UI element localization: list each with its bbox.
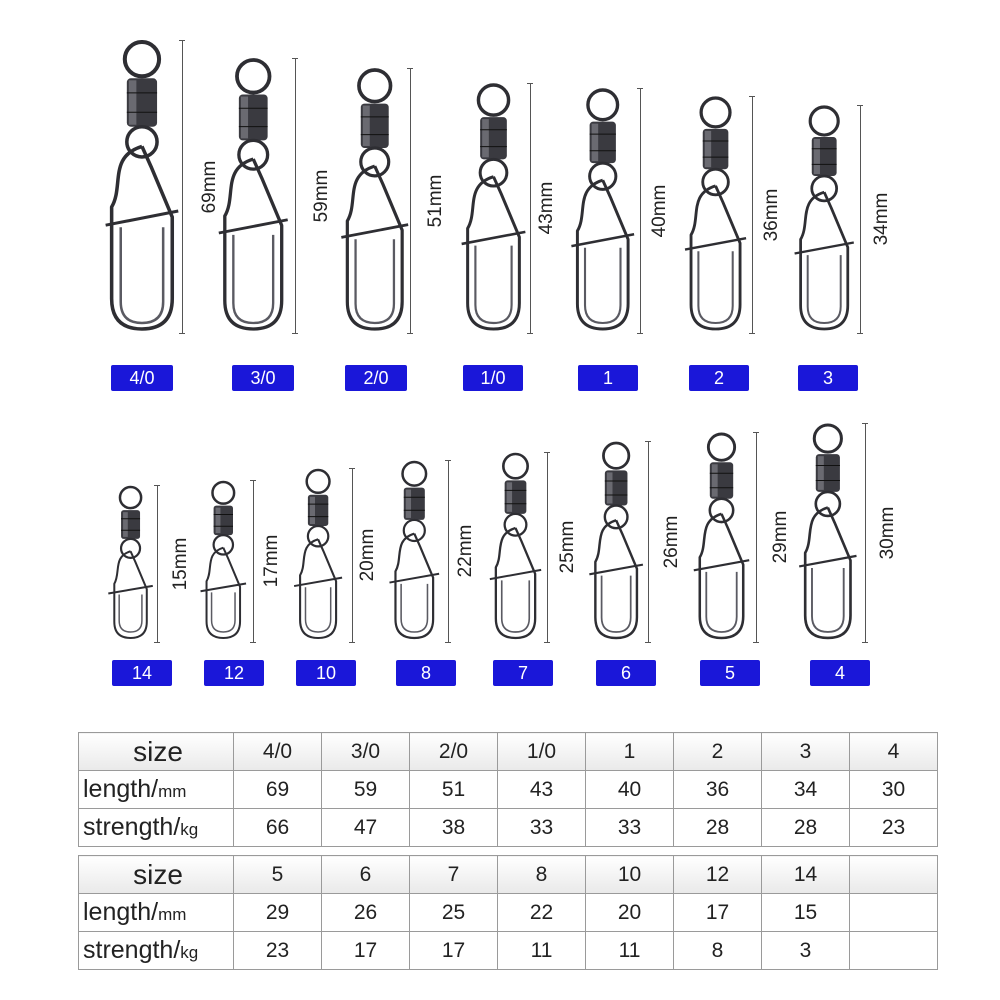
strength-cell: 47 [322, 809, 410, 847]
size-badge: 4 [810, 660, 870, 686]
strength-cell: 3 [762, 932, 850, 970]
dimension-line [547, 452, 548, 642]
dimension-tick [857, 105, 863, 106]
snap-swivel-image [436, 83, 551, 338]
size-cell: 1/0 [498, 733, 586, 771]
length-unit: mm [158, 905, 187, 924]
size-cell: 7 [410, 856, 498, 894]
length-cell: 34 [762, 771, 850, 809]
size-badge: 3 [798, 365, 858, 391]
length-cell: 25 [410, 894, 498, 932]
strength-cell: 23 [234, 932, 322, 970]
length-label: 15mm [170, 537, 191, 590]
dimension-tick [645, 642, 651, 643]
dimension-tick [862, 423, 868, 424]
strength-cell: 11 [498, 932, 586, 970]
length-cell: 43 [498, 771, 586, 809]
size-badge: 7 [493, 660, 553, 686]
strength-cell: 8 [674, 932, 762, 970]
dimension-line [865, 423, 866, 642]
dimension-line [860, 105, 861, 333]
size-cell: 8 [498, 856, 586, 894]
length-header [79, 771, 234, 809]
dimension-tick [349, 468, 355, 469]
length-header [79, 894, 234, 932]
table-row [79, 932, 938, 970]
length-label: 17mm [261, 534, 282, 588]
dimension-tick [544, 642, 550, 643]
size-cell: 1 [586, 733, 674, 771]
dimension-line [530, 83, 531, 333]
dimension-line [157, 485, 158, 642]
dimension-line [410, 68, 411, 333]
size-badge: 8 [396, 660, 456, 686]
snap-swivel-image [78, 40, 206, 338]
size-cell: 14 [762, 856, 850, 894]
snap-swivel-image [670, 432, 773, 647]
strength-cell: 33 [498, 809, 586, 847]
dimension-tick [637, 333, 643, 334]
dimension-tick [154, 642, 160, 643]
strength-cell: 38 [410, 809, 498, 847]
dimension-tick [857, 333, 863, 334]
dimension-line [756, 432, 757, 642]
dimension-tick [179, 40, 185, 41]
dimension-tick [154, 485, 160, 486]
snap-swivel-image [770, 105, 878, 338]
length-label: 36mm [761, 188, 782, 241]
length-label: 51mm [425, 174, 446, 227]
dimension-line [752, 96, 753, 333]
length-unit: mm [158, 782, 187, 801]
snap-swivel-image [272, 468, 364, 647]
length-label: length/ [83, 898, 159, 926]
size-badge: 2/0 [345, 365, 407, 391]
length-cell: 29 [234, 894, 322, 932]
length-cell: 20 [586, 894, 674, 932]
dimension-tick [862, 642, 868, 643]
length-label: 26mm [661, 515, 682, 568]
size-cell [850, 856, 938, 894]
dimension-tick [407, 68, 413, 69]
dimension-tick [179, 333, 185, 334]
length-cell [850, 894, 938, 932]
length-cell: 15 [762, 894, 850, 932]
size-cell: 6 [322, 856, 410, 894]
snap-swivel-image [660, 96, 771, 338]
strength-cell: 66 [234, 809, 322, 847]
length-label: length/ [83, 775, 159, 803]
length-cell: 59 [322, 771, 410, 809]
strength-label: strength/ [83, 936, 181, 964]
snap-swivel-image [546, 88, 660, 338]
size-badge: 1/0 [463, 365, 523, 391]
table-row [79, 733, 938, 771]
table-row [79, 894, 938, 932]
dimension-tick [645, 441, 651, 442]
strength-unit: kg [180, 943, 199, 962]
strength-cell: 11 [586, 932, 674, 970]
length-cell: 26 [322, 894, 410, 932]
dimension-line [295, 58, 296, 333]
dimension-tick [527, 333, 533, 334]
size-badge: 3/0 [232, 365, 294, 391]
snap-swivel-image [315, 68, 435, 338]
dimension-tick [527, 83, 533, 84]
strength-cell: 28 [762, 809, 850, 847]
strength-header [79, 809, 234, 847]
strength-cell: 17 [410, 932, 498, 970]
size-header: size [79, 856, 234, 894]
size-badge: 10 [296, 660, 356, 686]
length-cell: 17 [674, 894, 762, 932]
spec-table-1 [78, 732, 938, 847]
size-badge: 4/0 [111, 365, 173, 391]
spec-table-2 [78, 855, 938, 970]
length-label: 25mm [557, 520, 578, 574]
length-label: 34mm [871, 192, 892, 246]
length-label: 30mm [877, 506, 898, 559]
snap-swivel-image [87, 485, 174, 647]
strength-cell: 33 [586, 809, 674, 847]
size-cell: 4/0 [234, 733, 322, 771]
length-label: 29mm [770, 510, 791, 564]
size-badge: 6 [596, 660, 656, 686]
size-badge: 2 [689, 365, 749, 391]
dimension-line [352, 468, 353, 642]
size-cell: 4 [850, 733, 938, 771]
snap-swivel-image [566, 441, 666, 647]
length-label: 40mm [649, 184, 670, 237]
dimension-tick [753, 432, 759, 433]
dimension-tick [544, 452, 550, 453]
size-header: size [79, 733, 234, 771]
size-badge: 5 [700, 660, 760, 686]
dimension-tick [749, 96, 755, 97]
dimension-tick [250, 480, 256, 481]
dimension-line [448, 460, 449, 642]
strength-cell: 17 [322, 932, 410, 970]
length-label: 69mm [199, 160, 220, 213]
length-label: 59mm [311, 169, 332, 222]
dimension-tick [749, 333, 755, 334]
size-cell: 3 [762, 733, 850, 771]
size-badge: 1 [578, 365, 638, 391]
dimension-tick [445, 642, 451, 643]
length-cell: 30 [850, 771, 938, 809]
length-cell: 69 [234, 771, 322, 809]
size-cell: 12 [674, 856, 762, 894]
dimension-tick [292, 333, 298, 334]
size-cell: 3/0 [322, 733, 410, 771]
dimension-tick [637, 88, 643, 89]
dimension-tick [250, 642, 256, 643]
size-cell: 2 [674, 733, 762, 771]
dimension-line [253, 480, 254, 642]
length-cell: 22 [498, 894, 586, 932]
dimension-tick [407, 333, 413, 334]
length-label: 43mm [536, 181, 557, 235]
snap-swivel-image [467, 452, 564, 647]
length-label: 20mm [357, 528, 378, 582]
length-cell: 40 [586, 771, 674, 809]
size-badge: 14 [112, 660, 172, 686]
length-cell: 51 [410, 771, 498, 809]
dimension-tick [753, 642, 759, 643]
strength-cell: 23 [850, 809, 938, 847]
size-cell: 5 [234, 856, 322, 894]
strength-header [79, 932, 234, 970]
size-badge: 12 [204, 660, 264, 686]
strength-cell [850, 932, 938, 970]
size-cell: 2/0 [410, 733, 498, 771]
dimension-tick [349, 642, 355, 643]
table-row [79, 809, 938, 847]
dimension-line [182, 40, 183, 333]
strength-label: strength/ [83, 813, 181, 841]
dimension-line [648, 441, 649, 642]
strength-cell: 28 [674, 809, 762, 847]
dimension-tick [292, 58, 298, 59]
strength-unit: kg [180, 820, 199, 839]
dimension-line [640, 88, 641, 333]
size-cell: 10 [586, 856, 674, 894]
dimension-tick [445, 460, 451, 461]
length-label: 22mm [455, 524, 476, 578]
table-row [79, 771, 938, 809]
table-row [79, 856, 938, 894]
length-cell: 36 [674, 771, 762, 809]
